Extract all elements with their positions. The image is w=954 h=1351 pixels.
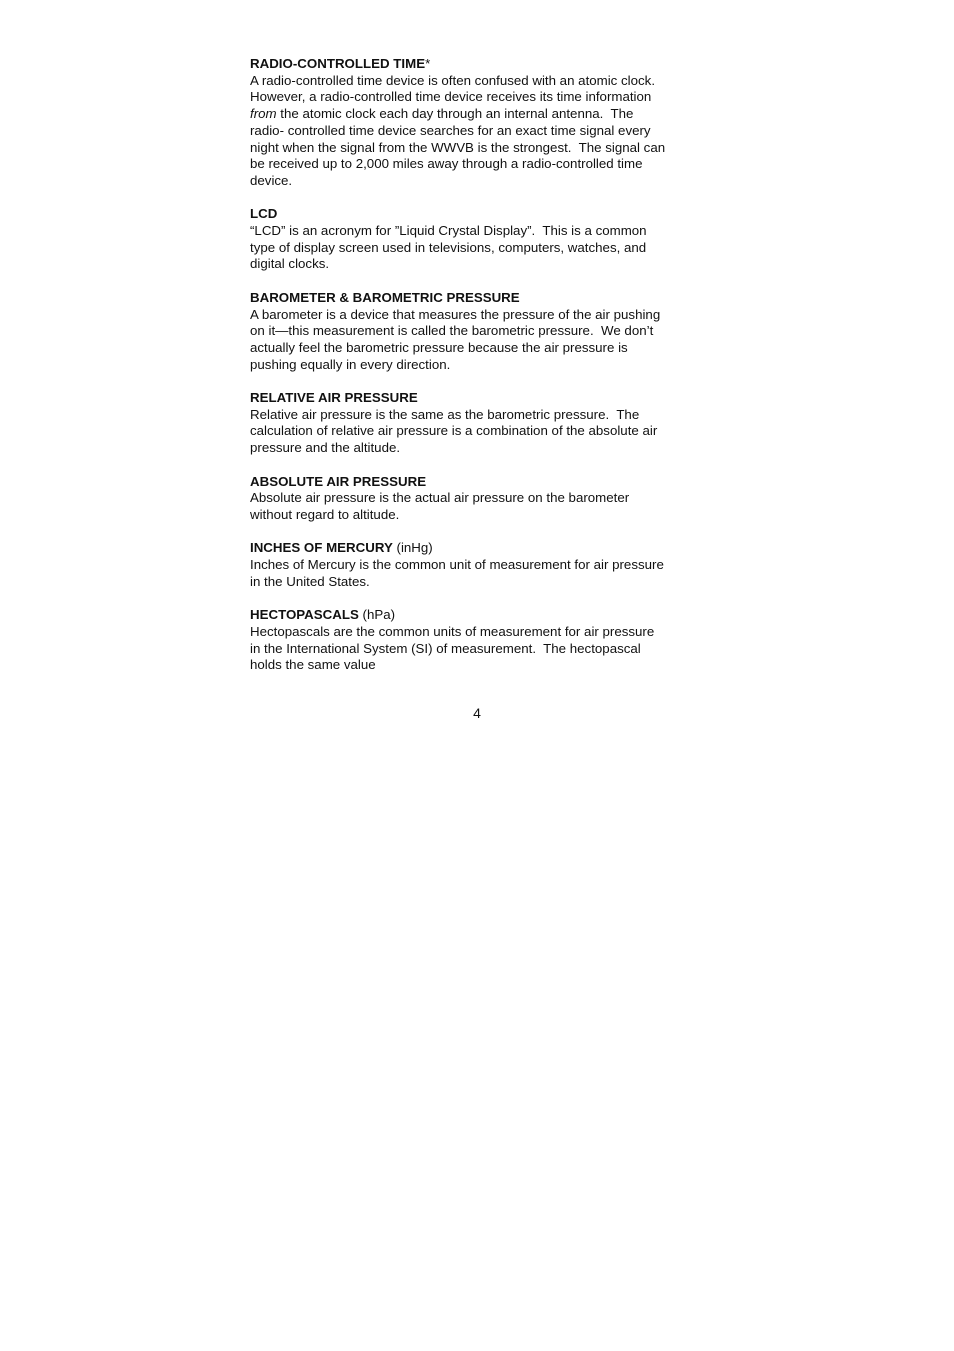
body-line <box>250 106 710 123</box>
page-number: 4 <box>473 705 481 721</box>
body-line: pushing equally in every direction. <box>250 356 451 372</box>
heading-text: RADIO-CONTROLLED TIME <box>250 56 426 71</box>
body-line: in the United States. <box>250 573 370 589</box>
body-line: calculation of relative air pressure is a combination of the absolute air <box>250 423 658 439</box>
heading-suffix: (hPa) <box>358 607 396 623</box>
section-heading <box>250 290 710 307</box>
section-body <box>250 557 710 590</box>
body-line: holds the same value <box>250 657 376 673</box>
section-barometer <box>250 290 710 374</box>
body-line: A radio-controlled time device is often confused with an atomic clock. <box>250 72 656 88</box>
section-heading <box>250 474 710 491</box>
section-radio-controlled-time <box>250 56 710 190</box>
body-line: pressure and the altitude. <box>250 440 401 456</box>
body-line: device. <box>250 172 293 188</box>
heading-text: BAROMETER & BAROMETRIC PRESSURE <box>250 289 520 305</box>
heading-suffix: * <box>425 56 431 71</box>
body-line-rest: the atomic clock each day through an internal antenna. The <box>276 106 634 122</box>
body-line: on it—this measurement is called the barometric pressure. We don’t <box>250 323 654 339</box>
section-body <box>250 73 710 190</box>
heading-text: ABSOLUTE AIR PRESSURE <box>250 473 427 489</box>
body-line: However, a radio-controlled time device receives its time information <box>250 89 652 105</box>
section-body <box>250 407 710 457</box>
section-absolute-air-pressure <box>250 474 710 524</box>
body-line: Relative air pressure is the same as the barometric pressure. The <box>250 406 640 422</box>
body-line: without regard to altitude. <box>250 506 400 522</box>
section-body <box>250 624 710 674</box>
section-hectopascals <box>250 607 710 674</box>
section-body <box>250 223 710 273</box>
section-heading <box>250 390 710 407</box>
section-inches-of-mercury <box>250 540 710 590</box>
emphasis-text: from <box>250 106 277 122</box>
section-body <box>250 490 710 523</box>
heading-suffix: (inHg) <box>392 540 433 556</box>
body-line: night when the signal from the WWVB is the strongest. The signal can <box>250 139 666 155</box>
section-heading <box>250 607 710 624</box>
body-line: “LCD” is an acronym for ”Liquid Crystal Display”. This is a common <box>250 223 647 239</box>
body-line: Hectopascals are the common units of measurement for air pressure <box>250 623 655 639</box>
body-line: digital clocks. <box>250 256 330 272</box>
body-line: type of display screen used in televisions, computers, watches, and <box>250 239 647 255</box>
body-line: actually feel the barometric pressure because the air pressure is <box>250 339 628 355</box>
heading-text: RELATIVE AIR PRESSURE <box>250 390 418 406</box>
section-relative-air-pressure <box>250 390 710 457</box>
body-line: A barometer is a device that measures the pressure of the air pushing <box>250 306 661 322</box>
section-heading <box>250 540 710 557</box>
section-heading <box>250 206 710 223</box>
body-line: Inches of Mercury is the common unit of measurement for air pressure <box>250 557 664 573</box>
body-line: in the International System (SI) of measurement. The hectopascal <box>250 640 641 656</box>
body-line: radio- controlled time device searches for an exact time signal every <box>250 122 651 138</box>
heading-text: HECTOPASCALS <box>250 607 359 623</box>
body-line: Absolute air pressure is the actual air pressure on the barometer <box>250 490 630 506</box>
document-page <box>250 56 710 691</box>
body-line: be received up to 2,000 miles away through a radio-controlled time <box>250 156 643 172</box>
heading-text: LCD <box>250 206 278 222</box>
section-lcd <box>250 206 710 273</box>
section-heading <box>250 56 710 73</box>
section-body <box>250 307 710 374</box>
heading-text: INCHES OF MERCURY <box>250 540 393 556</box>
